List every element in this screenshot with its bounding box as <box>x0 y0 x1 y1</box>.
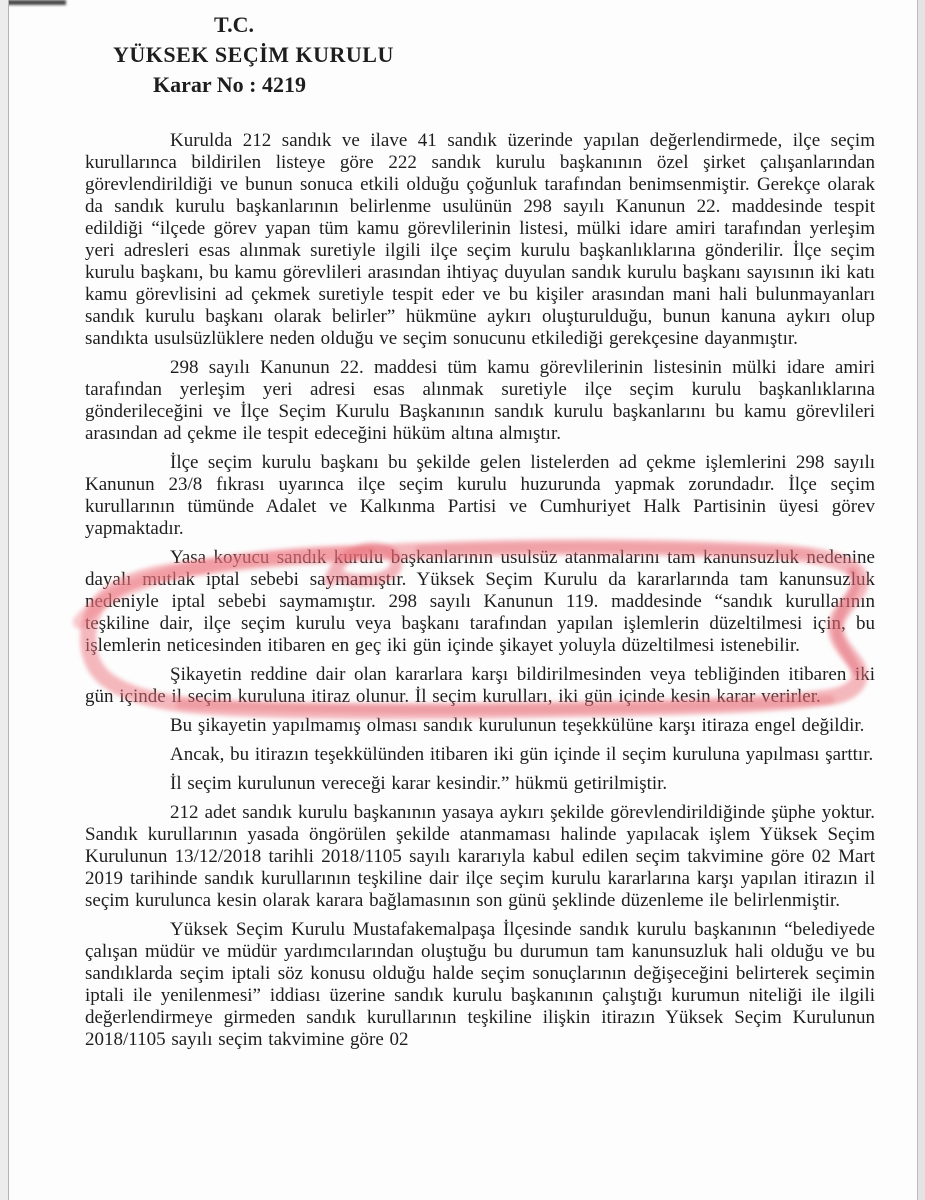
paragraph: Şikayetin reddine dair olan kararlara karşı bildirilmesinden veya tebliğinden itibaren iki gün içinde il seçim kuruluna itiraz olunur. İl seçim kurulları, iki gün içinde kesin karar verirler. <box>85 664 875 707</box>
paragraph: 212 adet sandık kurulu başkanının yasaya aykırı şekilde görevlendirildiğinde şüphe yoktur. Sandık kurullarının yasada öngörülen şekilde atanmaması halinde yapılacak işlem Yüksek Seçim Kurulunun 13/12/2018 tarihli 2018/1105 sayılı kararıyla kabul edilen seçim takvimine göre 02 Mart 2019 tarihinde sandık kurullarının teşkiline dair ilçe seçim kurulu kararlarına karşı yapılan itirazın il seçim kurulunca kesin olarak karara bağlamasının son günü şeklinde düzenleme ile belirlenmiştir. <box>85 802 875 911</box>
paragraph: Kurulda 212 sandık ve ilave 41 sandık üzerinde yapılan değerlendirmede, ilçe seçim kurullarınca bildirilen listeye göre 222 sandık kurulu başkanının özel şirket çalışanlarından görevlendirildiği ve bunun sonuca etkili olduğu çoğunluk tarafından benimsenmiştir. Gerekçe olarak da sandık kurulu başkanlarının belirlenme usulünün 298 sayılı Kanunun 22. maddesinde tespit edildiği “ilçede görev yapan tüm kamu görevlilerinin listesi, mülki idare amiri tarafından yerleşim yeri adresleri esas alınmak suretiyle ilgili ilçe seçim kurulu başkanlıklarına gönderilir. İlçe seçim kurulu başkanı, bu kamu görevlileri arasından ihtiyaç duyulan sandık kurulu başkanı sayısının iki katı kamu görevlisini ad çekmek suretiyle tespit eder ve bu kişiler arasından mani hali bulunmayanları sandık kurulu başkanı olarak belirler” hükmüne aykırı oluşturulduğu, bunun kanuna aykırı olup sandıkta usulsüzlüklere neden olduğu ve seçim sonucunu etkilediği gerekçesine dayanmıştır. <box>85 130 875 349</box>
paragraph: 298 sayılı Kanunun 22. maddesi tüm kamu görevlilerinin listesinin mülki idare amiri tarafından yerleşim yeri adresi esas alınmak suretiyle ilçe seçim kurulu başkanlıklarına gönderileceğini ve İlçe Seçim Kurulu Başkanının sandık kurulu başkanlarını bu kamu görevlileri arasından ad çekme ile tespit edeceğini hüküm altına almıştır. <box>85 357 875 444</box>
scan-edge-left <box>0 0 9 1200</box>
highlighted-paragraph: Yasa koyucu sandık kurulu başkanlarının usulsüz atanmalarını tam kanunsuzluk nedenine dayalı mutlak iptal sebebi saymamıştır. Yüksek Seçim Kurulu da kararlarında tam kanunsuzluk nedeniyle iptal sebebi saymamıştır. 298 sayılı Kanunun 119. maddesinde “sandık kurullarının teşkiline dair, ilçe seçim kurulu veya başkanı tarafından yapılan işlemlerin düzeltilmesi için, bu işlemlerin neticesinden itibaren en geç iki gün içinde şikayet yoluyla düzeltilmesi istenebilir. <box>85 547 875 656</box>
document-body <box>85 130 875 1058</box>
institution-name: YÜKSEK SEÇİM KURULU <box>113 42 394 67</box>
decision-number: Karar No : 4219 <box>153 72 306 97</box>
document-header <box>113 10 394 100</box>
paragraph: Bu şikayetin yapılmamış olması sandık kurulunun teşekkülüne karşı itiraza engel değildir. <box>170 715 865 736</box>
paragraph: Ancak, bu itirazın teşekkülünden itibaren iki gün içinde il seçim kuruluna yapılması şarttır. <box>170 744 874 765</box>
scan-smudge-top-left <box>0 0 66 5</box>
paragraph: Yüksek Seçim Kurulu Mustafakemalpaşa İlçesinde sandık kurulu başkanının “belediyede çalışan müdür ve müdür yardımcılarından oluştuğu bu durumun tam kanunsuzluk hali olduğu ve bu sandıklarda seçim iptali söz konusu olduğu halde seçim sonuçlarının değişeceğini belirterek seçimin iptali ile yenilenmesi” iddiası üzerine sandık kurulu başkanının çalıştığı kurumun niteliği ile ilgili değerlendirmeye girmeden sandık kurullarının teşkiline ilişkin itirazın Yüksek Seçim Kurulunun 2018/1105 sayılı seçim takvimine göre 02 <box>85 919 875 1050</box>
paragraph: İlçe seçim kurulu başkanı bu şekilde gelen listelerden ad çekme işlemlerini 298 sayılı Kanunun 23/8 fıkrası uyarınca ilçe seçim kurulu huzurunda yapmak zorundadır. İlçe seçim kurullarının tümünde Adalet ve Kalkınma Partisi ve Cumhuriyet Halk Partisinin üyesi görev yapmaktadır. <box>85 452 875 539</box>
republic-abbrev: T.C. <box>214 12 254 37</box>
paragraph: İl seçim kurulunun vereceği karar kesindir.” hükmü getirilmiştir. <box>170 773 668 794</box>
scan-edge-right <box>917 0 925 1200</box>
